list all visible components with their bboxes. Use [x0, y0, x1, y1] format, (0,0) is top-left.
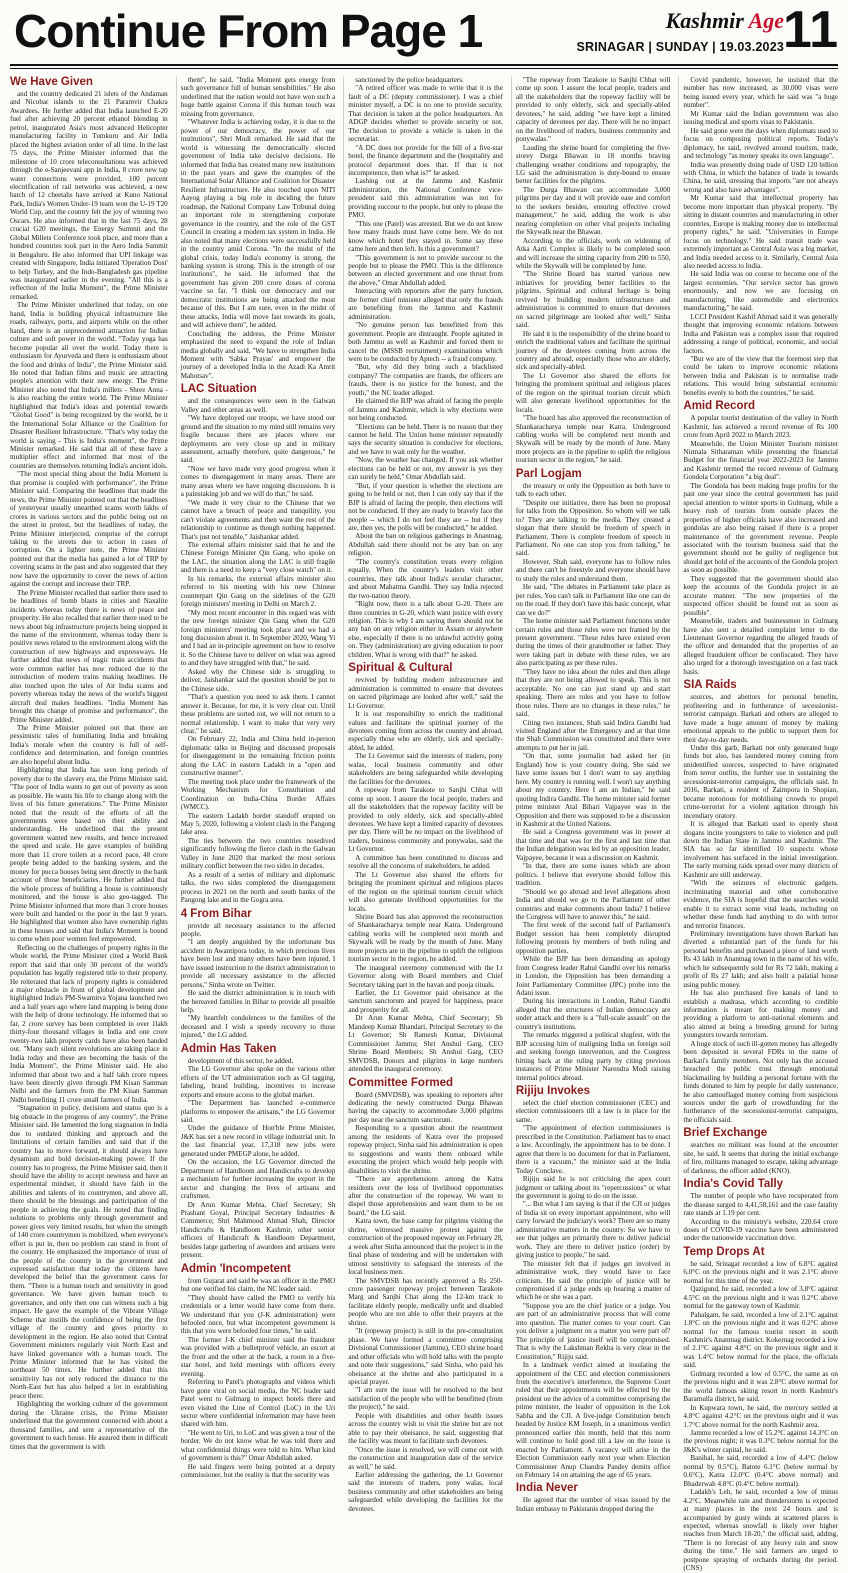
article-headline: Committee Formed: [348, 1076, 454, 1089]
article-paragraph: Dr Arun Kumar Mehta, Chief Secretary; Sh Prashant Goyal, Principal Secretary Industries & Commerce; Shri Mahmood Ahmad Shah, Director Handicrafts & Handloom Kashmir, other senior officers of Handicraft & Handloom Department, besides large gathering of awardees and artisans were present.: [180, 1200, 336, 1260]
article-paragraph: According to the ministry's website, 220.64 crore doses of COVID-19 vaccine have been administered under the nationwide vaccination drive.: [683, 1217, 838, 1243]
article-paragraph: "Now, the weather has changed. If you ask whether elections can be held or not, my answer is yes they can surely be held," Omar Abdullah said.: [348, 456, 503, 482]
article-paragraph: "But, why did they bring such a blacklisted company? The companies are frauds, the officers are frauds, there is no justice for the honest, and the youth," the NC leader alleged.: [348, 363, 503, 397]
article-paragraph: Responding to a question about the resentment among the residents of Katra over the proposed ropeway project, Sinha said his administration is open to suggestions and wants them onboard while executing the project which would help people with disabilities to visit the shrine.: [348, 1124, 503, 1175]
article-paragraph: He said the district administration is in touch with the bereaved families in Bihar to provide all possible help.: [180, 989, 336, 1015]
article-headline: Rijiju Invokes: [515, 1085, 590, 1098]
article-paragraph: "Now we have made very good progress when it comes to disengagement in many areas. There are many areas where we have ongoing discussions. It is a painstaking job and we will do that," he said.: [180, 464, 336, 499]
article-paragraph: The Prime Minister recalled that earlier there used to be headlines of bomb blasts in cities and Naxalite incidents whereas today there is news of peace and prosperity. He also recalled that earlier there used to be news about big infrastructure projects being stopped in the name of the environment, whereas today there is positive news related to the environment along with the construction of new highways and expressways. He further added that news of tragic train accidents that were common earlier has now reduced due to the introduction of modern trains making headlines. He also touched upon the tales of Air India scams and poverty whereas today the news of the world's biggest aircraft deal makes headlines. "India Moment has brought this change of promise and performance", the Prime Minister added.: [10, 588, 168, 724]
article-paragraph: "My heartfelt condolences to the families of the deceased and I wish a speedy recovery to those injured," the LG added.: [180, 1014, 336, 1040]
article-paragraph: Interacting with reporters after the party function, the former chief minister alleged that only the frauds are benefiting from the Jammu and Kashmir administration.: [348, 287, 503, 321]
article-paragraph: A ropeway from Tarakote to Sanjhi Chhat will come up soon. I assure the local people, traders and all the stakeholders that the ropeway facility will be provided to only elderly, sick and specially-abled devotees. We have kept a limited capacity of devotees per day. There will be no impact on the livelihood of traders, business community and ponywalas, said the Lt Governor.: [348, 786, 503, 854]
article-paragraph: "Despite our initiative, there has been no proposal for talks from the Opposition. So whom will we talk to? They are talking to the media. They created a slogan that there should be freedom of speech in Parliament. There is complete freedom of speech in Parliament. No one can stop you from talking," he said.: [515, 498, 671, 558]
article-paragraph: Shrine Board has also approved the reconstruction of Shankaracharya temple near Katra. Underground cabling works will be completed next month and Skywalk will be ready by the month of June. Many more projects are in the pipeline to uplift the religious tourism sector in the region, he added.: [348, 912, 503, 964]
article-paragraph: Concluding the address, the Prime Minister emphasized the need to expand the role of Indian media globally and said, "We have to strengthen India Moment with 'Sabka Prayas' and empower the journey of a developed India in the Azadi Ka Amrit Mahotsav".: [180, 329, 336, 380]
article-paragraph: Pahalgam, he said, recorded a low of 2.1°C against 1.8°C on the previous night and it was 0.2°C above normal for the famous tourist resort in south Kashmir's Anantnag district. Kokernag recorded a low of 2.1°C against 4.8°C on the previous night and it was 1.4°C below normal for the place, the officials said.: [683, 1310, 838, 1370]
article-paragraph: The home minister said Parliament functions under certain rules and those rules were not framed by the present government. "These rules have existed even during the times of their grandmother or father. They were taking part in debate with these rules, we are also participating as per these rules.: [515, 617, 671, 668]
article-paragraph: "They should have called the PMO to verify his credentials or a letter would have come from there. We understand that you (J-K administration) were befooled once, but what incompetent government is this that you were befooled four times," he said.: [180, 1293, 336, 1336]
article-paragraph: provide all necessary assistance to the affected people.: [180, 921, 336, 938]
brand-logo: [666, 8, 784, 34]
column-3: [343, 76, 503, 1513]
article-paragraph: Earlier addressing the gathering, the Lt Governor said the interests of traders, pony walas, local business community and other stakeholders are being safeguarded while developing the facilities for the devotees.: [348, 1470, 503, 1513]
article-paragraph: Highlighting the working culture of the government during the Ukraine crisis, the Prime Minister underlined that the government connected with about a thousand families, and sent a representative of the government to each house. He assured them in difficult times that the government is with: [10, 1400, 168, 1451]
article-paragraph: He said a Congress government was in power at that time and that was for the first and last time that the Indian delegation was led by an opposition leader, Vajpayee, because it was a discussion on Kashmir.: [515, 828, 671, 862]
article-paragraph: he said, Srinagar recorded a low of 6.8°C against 6.0°C on the previous night and it was 2.1°C above normal for this time of the year.: [683, 1259, 838, 1285]
article-paragraph: Qazigund, he said, recorded a low of 3.8°C against 4.5°C on the previous night and it was 0.2°C above normal for the gateway town of Kashmir.: [683, 1285, 838, 1311]
article-paragraph: "... But what I am saying is that if the CJI or judges of India sit on every important appointment, who will carry forward the judiciary's work? There are so many administrative matters in the country. So we have to see that judges are primarily there to deliver judicial work. They are there to deliver justice (order) by giving justice to people," he said.: [515, 1200, 671, 1260]
article-paragraph: According to the officials, work on widening of Atka Aarti Complex is likely to be completed soon and will increase the sitting capacity from 200 to 550, while the Skywalk will be completed by June.: [515, 236, 671, 270]
article-paragraph: He said, "The debates in Parliament take place as per rules. You can't talk in Parliament like one can do on the road. If they don't have this basic concept, what can we do?": [515, 583, 671, 617]
article-headline: Temp Drops At: [683, 1245, 765, 1258]
article-paragraph: Asked why the Chinese side is struggling to deliver, Jaishankar said the question should be put to the Chinese side.: [180, 667, 336, 693]
article-paragraph: However, Shah said, everyone has to follow rules and there can't be freestyle and everyone should have to study the rules and understand them.: [515, 557, 671, 583]
article-paragraph: The ties between the two countries nosedived significantly following the fierce clash in the Galwan Valley in June 2020 that marked the most serious military conflict between the two sides in decades.: [180, 836, 336, 871]
article-paragraph: About the ban on religious gatherings in Anantnag, Abdullah said there should not be any ban on any religion.: [348, 532, 503, 558]
article-paragraph: During his interactions in London, Rahul Gandhi alleged that the structures of Indian democracy are under attack and there is a "full-scale assault" on the country's institutions.: [515, 997, 671, 1031]
article-paragraph: "The most special thing about the India Moment is that promise is coupled with performance", the Prime Minister said. Comparing the headlines that made the news, the Prime Minister pointed out that the headlines of yesteryear usually unearthed scams worth lakhs of crores in various sectors and the public being out on the street in protest, but the headlines of today, the Prime Minister interjected, comprise of the corrupt taking to the streets due to action in cases of corruption. On a lighter note, the Prime Minister pointed out that the media has gained a lot of TRP by covering scams in the past and also suggested that they now have the opportunity to cover the news of action against the corrupt and increase their TRP.: [10, 470, 168, 589]
article-paragraph: He said gone were the days when diplomats used to focus on composing political reports. Today's diplomacy, he said, revolved around tourism, trade, and technology "as money speaks its own language".: [683, 126, 838, 161]
article-paragraph: The Lt Governor said the interests of traders, pony walas, local business community and other stakeholders are being safeguarded while developing the facilities for the devotees.: [348, 752, 503, 786]
article-paragraph: A committee has been constituted to discuss and resolve all the concerns of stakeholders, he added.: [348, 853, 503, 871]
article-paragraph: "Should we go abroad and level allegations about India and should we go to the Parliament of other countries and make comments about India? I believe the Congress will have to answer this," he said.: [515, 887, 671, 921]
article-paragraph: India was presently doing trade of USD 120 billion with China, in which the balance of trade is towards China, he said, stressing that imports "are not always wrong and also have advantages".: [683, 160, 838, 194]
article-headline: SIA Raids: [683, 679, 737, 692]
article-paragraph: "A DC does not provide for the bill of a five-star hotel, the finance department and the (hospitality and protocol department does that. If that is not incompetence, then what is?" he asked.: [348, 143, 503, 177]
article-paragraph: "On that, some journalist had asked her (in England) how is your country doing. She said we have some issues but I don't want to say anything here. My country is running well. I won't say anything about my country. Here I am an Indian," he said quoting Indira Gandhi. The home minister said former prime minister Atal Bihari Vajpayee was in the Opposition and there was supposed to be a discussion in Kashmir at the United Nations.: [515, 752, 671, 828]
article-paragraph: Banihal, he said, recorded a low of 4.4°C (below normal by 0.5°C), Batote 6.1°C (below normal by 0.6°C), Katra 12.0°C (0.4°C above normal) and Bhaderwah 4.8°C (0.4°C below normal).: [683, 1454, 838, 1488]
article-paragraph: He said it is the responsibility of the shrine board to enrich the traditional values and facilitate the spiritual journey of the devotees coming from across the country and abroad, especially those who are elderly, sick and specially-abled.: [515, 329, 671, 372]
article-paragraph: "The appointment of election commissioners is prescribed in the Constitution. Parliament has to enact a law. Accordingly, the appointment has to be done. I agree that there is no document for that in Parliament, there is a vacuum," the minister said at the India Today Conclave.: [515, 1124, 671, 1175]
article-paragraph: The eastern Ladakh border standoff erupted on May 5, 2020, following a violent clash in the Pangong lake area.: [180, 811, 336, 837]
article-paragraph: As a result of a series of military and diplomatic talks, the two sides completed the disengagement process in 2021 on the north and south banks of the Pangong lake and in the Gogra area.: [180, 870, 336, 905]
masthead-rule-thin: [10, 68, 838, 69]
article-paragraph: Lashing out at the Jammu and Kashmir administration, the National Conference vice-president said this administration was not for providing succour to the people, but only to please the PMO.: [348, 177, 503, 220]
article-paragraph: "Once the issue is resolved, we will come out with the construction and inauguration date of the service as well," he said.: [348, 1445, 503, 1471]
article-paragraph: Earlier, the Lt Governor paid obeisance at the sanctum sanctorum and prayed for happiness, peace and prosperity for all.: [348, 989, 503, 1014]
article-paragraph: The first week of the second half of Parliament's Budget session has been completely disrupted following protests by members of both ruling and opposition parties.: [515, 921, 671, 955]
article-paragraph: "The Shrine Board has started various new initiatives for providing better facilities to the pilgrims. Spiritual and cultural heritage is being revived by building modern infrastructure and administration is committed to ensure that devotees on sacred pilgrimage are looked after well," Sinha said.: [515, 270, 671, 330]
article-paragraph: The external affairs minister said that he and the Chinese Foreign Minister Qin Gang, who spoke on the LAC, the situation along the LAC is still fragile and there is a need to keep a "very close watch" on it.: [180, 541, 336, 575]
article-paragraph: sources, and abettors for personal benefits, profiteering and in furtherance of secessionist-terrorist campaign. Barkati and others are alleged to have made a huge amount of money by making emotional appeals to the public to support them for their day-to-day needs.: [683, 693, 838, 744]
article-paragraph: Preliminary investigations have shown Barkati has diverted a substantial part of the funds for his personal benefits and purchased a piece of land worth Rs 43 lakh in Anantnag town in the name of his wife, which he subsequently sold for Rs 72 lakh, making a profit of Rs 27 lakh; and also built a palatial house using public money.: [683, 929, 838, 989]
article-paragraph: On February 22, India and China held in-person diplomatic talks in Beijing and discussed proposals for disengagement in the remaining friction points along the LAC in eastern Ladakh in a "open and constructive manner".: [180, 735, 336, 778]
article-paragraph: and the consequences were seen in the Galwan Valley and other areas as well.: [180, 397, 336, 414]
article-paragraph: "In that, there are some issues which are about politics. I believe that everyone should follow this tradition.: [515, 862, 671, 888]
column-5: [678, 76, 838, 1573]
article-headline: India's Covid Tally: [683, 1178, 784, 1191]
article-paragraph: "The Department has launched e-commerce platforms to empower the artisans," the LG Governor said.: [180, 1099, 336, 1125]
article-paragraph: "That's a question you need to ask them. I cannot answer it. Because, for me, it is very clear cut. Until these problems are sorted out, we will not return to a normal relationship. I want to make that very very clear," he said.: [180, 693, 336, 735]
dateline: SRINAGAR | SUNDAY | 19.03.2023: [576, 40, 784, 54]
article-paragraph: In a landmark verdict aimed at insulating the appointment of the CEC and election commissioners from the executive's interference, the Supreme Court ruled that their appointments will be effected by the president on the advice of a committee comprising the prime minister, the leader of opposition in the Lok Sabha and the CJI. A five-judge Constitution bench headed by Justice KM Joseph, in a unanimous verdict pronounced earlier this month, held that this norm will continue to hold good till a law on the issue is enacted by Parliament. A vacancy will arise in the Election Commission early next year when Election Commissioner Anup Chandra Pandey demits office on February 14 on attaining the age of 65 years.: [515, 1361, 671, 1479]
article-paragraph: "Whatever India is achieving today, it is due to the power of our democracy, the power of our institutions", Shri Modi remarked. He said that the world is witnessing the democratically elected government of India take decisive decisions. He informed that India has created many new institutions in the past years and gave the examples of the International Solar Alliance and Coalition for Disaster Resilient Infrastructure. He also touched upon NITI Aayog playing a big role in deciding the future roadmap, the National Company Law Tribunal doing an important role in strengthening corporate governance in the country, and the role of the GST Council in creating a modern tax system in India. He also noted that many elections were successfully held in the country amid Corona. "In the midst of the global crisis, today India's economy is strong, the banking system is strong. This is the strength of our institutions", he said. He informed that the government has given 200 crore doses of corona vaccine so far. "I think our democracy and our democratic institutions are being attacked the most because of this. But I am sure, even in the midst of these attacks, India will move fast towards its goals, and will achieve them", he added.: [180, 118, 336, 330]
article-paragraph: He claimed the BJP was afraid of facing the people of Jammu and Kashmir, which is why elections were not being conducted.: [348, 397, 503, 423]
article-paragraph: "But we are of the view that the foremost step that could be taken to improve economic relations between India and Pakistan is to normalise trade relations. This would bring substantial economic benefits evenly to both the countries," he said.: [683, 354, 838, 397]
article-paragraph: "This one (Patel) was arrested. But we do not know how many frauds must have come here. We do not know which hotel they stayed in. Some say three came here and then left. Is this a government?: [348, 219, 503, 254]
article-paragraph: Referring to Patel's photographs and videos which have gone viral on social media, the NC leader said Patel went to Gulmarg to inspect hotels there and even visited the Line of Control (LoC) in the Uri sector where confidential information may have been shared with him.: [180, 1378, 336, 1429]
article-paragraph: Board (SMVDSB), was speaking to reporters after dedicating the newly constructed Durga Bhawan having the capacity to accommodate 3,000 pilgrims per day near the sanctum sanctorum.: [348, 1090, 503, 1124]
article-paragraph: "Suppose you are the chief justice or a judge. You are part of an administrative process that will come into question. The matter comes to your court. Can you deliver a judgment on a matter you were part of? The principle of justice itself will be compromised. That is why the Lakshman Rekha is very clear in the Constitution," Rijiju said.: [515, 1301, 671, 1361]
article-headline: 4 From Bihar: [180, 907, 252, 920]
article-paragraph: "A retired officer was made to write that it is the fault of a DC (deputy commissioner). I was a chief minister myself, a DC is no one to provide security. That decision is taken at the police headquarters. An ADGP decides whether to provide security or not. The decision to provide a vehicle is taken in the secretariat.: [348, 84, 503, 144]
article-paragraph: "I am deeply anguished by the unfortunate bus accident in Awantipora today, in which precious lives have been lost and many others have been injured. I have issued instruction to the district administration to provide all necessary assistance to the affected persons," Sinha wrote on Twitter.: [180, 938, 336, 989]
article-paragraph: He has also purchased five kanals of land to establish a madrasa, which according to credible information is meant for making money and providing a platform to anti-national elements and also aimed at being a breeding ground for luring youngsters towards terrorism.: [683, 989, 838, 1040]
article-headline: India Never: [515, 1482, 578, 1495]
section-title: Continue From Page 1: [14, 5, 483, 57]
article-paragraph: The Gondola has been making huge profits for the past one year since the central government has paid special attention to winter sports in Gulmarg, while a heavy rush of tourists from outside places the properties of higher officials have also increased and gondolas are also being raised if there is a proper maintenance of the government revenue. People associated with the tourism business said that the government should not be guilty of negligence but should get hold of the accounts of the Gondola project as soon as possible.: [683, 481, 838, 575]
article-paragraph: "No genuine person has benefitted from this government. People are distraught. People agitated in both Jammu as well as Kashmir and forced them to cancel the (MSSB recruitment) examinations which were to be conducted by Aptech -- a fraud company.: [348, 321, 503, 363]
article-paragraph: from Gujarat and said he was an officer in the PMO but one verified his claim, the NC leader said.: [180, 1276, 336, 1294]
article-paragraph: "We have deployed our troops, we have stood our ground and the situation to my mind still remains very fragile because there are places where our deployments are very close up and in military assessment, actually therefore, quite dangerous," he said.: [180, 414, 336, 465]
article-paragraph: He agreed that the number of visas issued by the Indian embassy to Pakistanis dropped during the: [515, 1496, 671, 1513]
article-paragraph: Under this garb, Barkati not only generated huge funds but also, has laundered money coming from unidentified sources, suspected to have originated from terror outfits, the further use in sustaining the secessionist-terrorist campaigns, the officials said. In 2016, Barkati, a resident of Zaimpora in Shopian, became notorious for mobilising crowds to propel crime-terrorist for a violent agitation through his incendiary oratory.: [683, 743, 838, 820]
article-paragraph: "Right now, there is a talk about G-20. There are three countries in G-20, which want justice with every religion. This is why I am saying there should not be any ban on any religion either in Assam or anywhere else, especially if there is no unlawful activity going on. They (administration) are giving education to poor children. What is wrong with that?" he asked.: [348, 600, 503, 659]
article-paragraph: The LG Governor also spoke on the various other efforts of the UT administration such as GI tagging, labeling, brand building, incentives to increase exports and ensure access to the global market.: [180, 1065, 336, 1099]
article-paragraph: "It (ropeway project) is still in the pre-consultation phase. We have formed a committee comprising Divisional Commissioner (Jammu), CEO shrine board and other officials who will hold talks with the people and note their suggestions," said Sinha, who paid his obeisance at the shrine and also participated in a special prayer.: [348, 1327, 503, 1386]
article-paragraph: The former J-K chief minister said the fraudster was provided with a bulletproof vehicle, an escort at the front and the other at the back, a room in a five-star hotel, and held meetings with officers every evening.: [180, 1335, 336, 1378]
article-paragraph: "This government is not to provide succour to the people but to please the PMO. This is the difference between an elected government and one thrust from the above," Omar Abdullah added.: [348, 253, 503, 287]
article-paragraph: Lauding the shrine board for completing the five-storey Durga Bhawan in 18 months braving challenging weather conditions and topography, the LG said the administration is duty-bound to ensure better facilities for the pilgrims.: [515, 143, 671, 186]
article-paragraph: "The board has also approved the reconstruction of Shankaracharya temple near Katra. Underground cabling works will be completed next month and Skywalk will be ready by the month of June. Many more projects are in the pipeline to uplift the religious tourism sector in the region," he said.: [515, 414, 671, 465]
article-paragraph: "With the seizures of electronic gadgets, incriminating material and other corroborative evidence, the SIA is hopeful that the searches would enable it to extract some vital leads, including on whether these funds had anything to do with terror and terrorist finances.: [683, 879, 838, 930]
article-paragraph: sanctioned by the police headquarters.: [355, 76, 464, 84]
page-number: 11: [783, 1, 838, 59]
article-paragraph: Jammu recorded a low of 15.2°C against 14.3°C on the previous night; it was 0.3°C below normal for the J&K's winter capital, he said.: [683, 1428, 838, 1454]
article-paragraph: searches no militant was found at the encounter site, he said. It seems that during the initial exchange of fire, militants managed to escape, taking advantage of darkness, the officer added (KNO).: [683, 1141, 838, 1175]
article-paragraph: "They have no idea about the rules and then allege that they are not being allowed to speak. This is not acceptable. No one can just stand up and start speaking. There are rules and you have to follow those rules. There are no changes in these rules," he said.: [515, 667, 671, 719]
article-paragraph: A popular tourist destination of the valley in North Kashmir, has achieved a record revenue of Rs 100 crore from April 2022 to March 2023.: [683, 414, 838, 440]
article-paragraph: Meanwhile, the Union Minister Tourism minister Nirmala Sitharaman while presenting the financial Budget for the financial year 2022-2023 for Jammu and Kashmir termed the record revenue of Gulmarg Gondola Corporation "a big deal".: [683, 439, 838, 482]
article-paragraph: revived by building modern infrastructure and administration is committed to ensure that devotees on sacred pilgrimage are looked after well," said the Lt Governor.: [348, 676, 503, 710]
article-paragraph: Rijiju said he is not criticising the apex court judgment or talking about its "repercussions" or what the government is going to do on the issue.: [515, 1175, 671, 1200]
article-paragraph: In his remarks, the external affairs minister also referred to his meeting with his new Chinese counterpart Qin Gang on the sidelines of the G20 foreign ministers' meeting in Delhi on March 2.: [180, 574, 336, 609]
article-paragraph: Covid pandemic, however, he insisted that the number has now increased, as 30,000 visas were being issued every year, which he said was "a huge number".: [683, 76, 838, 110]
article-paragraph: "But, if your question is whether the elections are going to be held or not, then I can only say that if the BJP is afraid of facing the people, then elections will not be conducted. If they are ready to bravely face the people -- which I do not feel they are -- but if they are, then yes, the polls will be conducted," he added.: [348, 481, 503, 533]
article-paragraph: Mr Kumar said that intellectual property has become more important than physical property. "By sitting in distant countries and manufacturing in other countries, Europe is making money due to intellectual property rights," he said. "Universities in Europe focus on technology." He said transit trade was extremely important as Central Asia was a big market, and India needed access to it. Similarly, Central Asia also needed access to India.: [683, 194, 838, 270]
article-paragraph: "The ropeway from Tarakote to Sanjhi Chhat will come up soon. I assure the local people, traders and all the stakeholders that the ropeway facility will be provided to only elderly, sick and specially-abled devotees," he said, adding "we have kept a limited capacity of devotees per day. There will be no impact on the livelihood of traders, business community and ponywalas.": [515, 76, 671, 144]
article-paragraph: He said India was on course to become one of the largest economies. "Our service sector has grown enormously, and now we are focusing on manufacturing, like automobile and electronics manufacturing," he said.: [683, 270, 838, 313]
article-paragraph: "My most recent encounter in this regard was with the new foreign minister Qin Gang when the G20 foreign ministers' meeting took place and we had a long discussion about it. In September 2020, Wang Yi and I had an in-principle agreement on how to resolve it. So the Chinese have to deliver on what was agreed to and they have struggled with that," he said.: [180, 608, 336, 668]
article-paragraph: "I am sure the issue will be resolved to the best satisfaction of the people who will be benefitted (from the project)," he said.: [348, 1386, 503, 1412]
article-paragraph: The Lt Governor also shared the efforts for bringing the prominent spiritual and religious places of the region on the spiritual tourism circuit which will also generate livelihood opportunities for the locals.: [515, 371, 671, 414]
article-headline: Brief Exchange: [683, 1127, 768, 1140]
article-columns: [10, 76, 838, 1573]
article-paragraph: While the BJP has been demanding an apology from Congress leader Rahul Gandhi over his remarks in London, the Opposition has been demanding a Joint Parliamentary Committee (JPC) probe into the Adani issue.: [515, 955, 671, 998]
article-paragraph: They suggested that the government should also keep the accounts of the Gondola project in an accurate manner. "The new properties of the suspected officer should be found out as soon as possible".: [683, 574, 838, 617]
article-paragraph: He said fingers were being pointed at a deputy commissioner, but the reality is that the security was: [180, 1462, 336, 1480]
article-paragraph: It is alleged that Barkati used to openly shout slogans incite youngsters to take to violence and pull down the Indian State in Jammu and Kashmir. The SIA has so far identified 10 suspects whose involvement has surfaced in the initial investigation. The early morning raids spread over many districts of Kashmir are still underway.: [683, 820, 838, 879]
article-paragraph: The inaugural ceremony commenced with the Lt Governor along with Board members and Chief Secretary taking part in the havan and pooja rituals.: [348, 963, 503, 989]
article-paragraph: "Elections can be held. There is no reason that they cannot be held. The Union home minister repeatedly says the security situation is conducive for elections, and we have to wait only for the weather.: [348, 422, 503, 456]
column-2: [176, 76, 336, 1480]
article-paragraph: On the occasion, the LG Governor directed the Department of Handloom and Handicrafts to develop a mechanism for further increasing the export in the sector and changing the lives of artisans and craftsmen.: [180, 1158, 336, 1201]
article-paragraph: Katra town, the base camp for pilgrims visiting the shrine, witnessed massive protest against the construction of the proposed ropeway on February 28, a week after Sinha announced that the project is in the final phase of tendering and will be undertaken with utmost sensitivity to safeguard the interests of the local business men.: [348, 1217, 503, 1277]
article-paragraph: People with disabilities and other health issues across the country wish to visit the shrine but are not able to pay their obeisance, he said, suggesting that the facility was meant to facilitate such devotees.: [348, 1411, 503, 1446]
article-headline: Spiritual & Cultural: [348, 662, 453, 675]
article-paragraph: The SMVDSB has recently approved a Rs 250-crore passenger ropeway project between Tarakote Marg and Sanjhi Chat along the 12-km track to facilitate elderly people, medically unfit and disabled people who are not able to offer their prayers at the shrine.: [348, 1276, 503, 1327]
article-paragraph: Reflecting on the challenges of property rights in the whole world, the Prime Minister cited a World Bank report that said that only 30 percent of the world's population has legally registered title to their property. He reiterated that lack of property rights is considered a major obstacle in front of global development and highlighted India's PM-Swamitva Yojana launched two and a half years ago where land mapping is being done with the help of drone technology. He informed that so far, 2 crore survey has been completed in over 1lakh thirty-four thousand villages in India and one crore twenty-two lakh property cards have also been handed out. "Many such silent revolutions are taking place in India today and these are becoming the basis of the India Moment", the Prime Minister said. He also informed that about two and a half lakh crore rupees have been directly given through PM Kisan Samman Nidhi and the farmers from the PM Kisan Samman Nidhi benefiting 11 crore small farmers of India.: [10, 943, 168, 1104]
article-paragraph: The meeting took place under the framework of the Working Mechanism for Consultation and Coordination on India-China Border Affairs (WMCC).: [180, 777, 336, 812]
article-paragraph: Mr Kumar said the Indian government was also issuing medical and sports visas to Pakistanis.: [683, 109, 838, 127]
article-paragraph: The Lt Governor also shared the efforts for bringing the prominent spiritual and religious places of the region on the spiritual tourism circuit which will also generate livelihood opportunities for the locals.: [348, 870, 503, 913]
article-headline: Parl Logjam: [515, 467, 582, 480]
article-paragraph: and the country dedicated 21 islets of the Andaman and Nicobar islands to the 21 Paramvir Chakra Awardees. He further added that India launched E-20 fuel after achieving 20 percent ethanol blending in petrol, inaugurated Asia's most advanced Helicopter manufacturing facility in Tumkuru and Air India placed the highest aviation order of all time. In the last 75 days, the Prime Minister informed that the milestone of 10 crore teleconsultations was achieved through the e-Sanjeevani app in India, 8 crore new tap water connections were provided, 100 percent electrification of rail networks was achieved, a new batch of 12 cheetahs have arrived at Kuno National Park, India's Women Under-19 team won the U-19 T20 World Cup, and the country felt the joy of winning two Oscars. He also informed that in the last 75 days, 28 crucial G20 meetings, the Energy Summit and the Global Millets Conference took place, and more than a hundred countries took part in the Aero India Summit in Bengaluru. He also informed that UPI linkage was created with Singapore, India initiated 'Operation Dost' to help Turkey, and the Indo-Bangladesh gas pipeline was inaugurated earlier in the evening. "All this is a reflection of the India Moment", the Prime Minister remarked.: [10, 90, 168, 301]
article-paragraph: The number of people who have recuperated from the disease surged to 4,41,58,161 and the case fatality rate stands at 1.19 per cent.: [683, 1192, 838, 1218]
article-paragraph: Citing two instances, Shah said Indira Gandhi had visited England after the Emergency and at that time the Shah Commission was constituted and there were attempts to put her in jail.: [515, 718, 671, 752]
article-headline: LAC Situation: [180, 383, 257, 396]
article-headline: We Have Given: [10, 76, 93, 88]
article-paragraph: Under the guidance of Hon'ble Prime Minister, J&K has set a new record in village industrial unit. In the last financial year, 17,318 new jobs were generated under PMEGP alone, he added.: [180, 1124, 336, 1158]
article-paragraph: It is our responsibility to enrich the traditional values and facilitate the spiritual journey of the devotees coming from across the country and abroad, especially those who are elderly, sick and specially-abled, he added.: [348, 710, 503, 752]
article-headline: Admin 'Incompetent: [180, 1262, 291, 1275]
article-paragraph: "We made it very clear to the Chinese that we cannot have a breach of peace and tranquility, you can't violate agreements and then want the rest of the relationship to continue as though nothing happened. That's just not tenable," Jaishankar added.: [180, 498, 336, 541]
article-headline: Admin Has Taken: [180, 1042, 277, 1055]
article-paragraph: Meanwhile, traders and businessmen in Gulmarg have also sent a detailed complaint letter to the Lieutenant Governor regarding the alleged frauds of the officer and demanded that the properties of an alleged fraudulent officer be confiscated. They have also urged for a thorough investigation on a fast track basis.: [683, 617, 838, 676]
article-paragraph: Ladakh's Leh, he said, recorded a low of minus 4.2°C. Meanwhile rain and thunderstorm is expected at many places in the next 24 hours and is accompanied by gusty winds at scattered places is expected, whereas snowfall is likely over higher reaches from March 18-20," the official said, adding, "There is no forecast of any heavy rain and snow during the time." He said farmers are urged to postpone spraying of orchards during the period. (CNS): [683, 1488, 838, 1573]
article-headline: Amid Record: [683, 400, 755, 413]
article-paragraph: the treasury or only the Opposition as both have to talk to each other.: [515, 481, 671, 499]
article-paragraph: The remarks triggered a political slugfest, with the BJP accusing him of maligning India on foreign soil and seeking foreign intervention, and the Congress hitting back at the ruling party by citing previous instances of Prime Minister Narendra Modi raising internal politics abroad.: [515, 1031, 671, 1082]
article-paragraph: The minister felt that if judges get involved in administrative work, they would have to face criticism. He said the principle of justice will be compromised if a judge ends up hearing a matter of which he or she was a part.: [515, 1259, 671, 1302]
article-paragraph: Gulmarg recorded a low of 0.5°C, the same as on the previous night and it was 2.8°C above normal for the world famous skiing resort in north Kashmir's Baramulla district, he said.: [683, 1369, 838, 1404]
brand-name: Kashmir: [665, 8, 744, 33]
brand-accent: Age: [748, 8, 784, 33]
article-paragraph: "There are apprehensions among the Katra residents over the loss of livelihood opportunities after the construction of the ropeway. We want to dispel those apprehensions and want them to be on board," the LG said.: [348, 1175, 503, 1217]
column-4: [511, 76, 671, 1513]
article-paragraph: "He went to Uri, to LoC and was given a tour of the border. We do not know what he was told there and what confidential things were told to him. What kind of government is this?" Omar Abdullah asked.: [180, 1428, 336, 1463]
article-paragraph: "The country's constitution treats every religion equally. When the country's leaders visit other countries, they talk about India's secular character, and about Mahatma Gandhi. They say India rejected the two-nation theory.: [348, 557, 503, 600]
article-paragraph: The Prime Minister pointed out that there are pessimistic tales of humiliating India and breaking India's morale when the country is full of self-confidence and determination, and foreign countries are also hopeful about India.: [10, 723, 168, 766]
article-paragraph: them", he said, "India Moment gets energy from such governance full of human sensibilities." He also underlined that the nation would not have won such a huge battle against Corona if this human touch was missing from governance.: [180, 76, 336, 118]
article-paragraph: "Stagnation in policy, decisions and status quo is a big obstacle in the progress of any country", the Prime Minister said. He lamented the long stagnation in India due to outdated thinking and approach and the limitations of certain families and said that if the country has to move forward, it should always have dynamism and bold decision-making power. If the country has to progress, the Prime Minister said, then it should have the ability to accept newness and have an experimental mindset, it should have faith in the abilities and talents of its countrymen, and above all, there should be the blessings and participation of the people in achieving the goals. He noted that finding solutions to problems only through government and power gives very limited results, but when the strength of 140 crore countrymen is mobilized, when everyone's effort is put in, then no problem can stand in front of the country. He emphasized the importance of trust of the people of the country in the government and expressed satisfaction that today the citizens have developed the belief that the government cares for them. "There is a human touch and sensitivity in good governance. We have given human touch to governance, and only then one can witness such a big impact. He gave the example of the Vibrant Village Scheme that instills the confidence of being the first village of the country and gives priority to development in the region. He also noted that Central Government ministers regularly visit North East and have linked governance with a human touch. The Prime Minister informed that he has visited the northeast 50 times. He further added that this sensitivity has not only reduced the distance to the North-East but has also helped a lot in establishing peace there.: [10, 1104, 168, 1400]
article-paragraph: The Prime Minister underlined that today, on one hand, India is building physical infrastructure like roads, railways, ports, and airports while on the other hand, there is an unprecedented attraction for Indian culture and soft power in the world. "Today yoga has become popular all over the world. Today there is enthusiasm for Ayurveda and there is enthusiasm about the food and drinks of India", the Prime Minister said. He noted that Indian films and music are attracting people's attention with their new energy. The Prime Minister also noted that India's millets - Shree Anna - is also reaching the entire world. The Prime Minister highlighted that India's ideas and potential towards "Global Good" is being recognized by the world, be it the International Solar Alliance or the Coalition for Disaster Resilient Infrastructure. "That's why today the world is saying - This is India's moment", the Prime Minister remarked. He said that all of these have a multiplier effect and informed that most of the countries are themselves returning India's ancient idols.: [10, 301, 168, 470]
masthead: [0, 0, 848, 72]
article-paragraph: In Kupwara town, he said, the mercury settled at 4.8°C against 4.2°C on the previous night and it was 1.7°C above normal for the north Kashmir area.: [683, 1403, 838, 1429]
article-paragraph: select the chief election commissioner (CEC) and election commissioners till a law is in place for the same.: [515, 1099, 671, 1124]
article-paragraph: LCCI President Kashif Ahmad said it was generally thought that improving economic relations between India and Pakistan was a complex issue that required addressing a range of political, economic, and social factors.: [683, 312, 838, 355]
article-paragraph: Highlighting that India has seen long periods of poverty due to the slavery era, the Prime Minister said, "The poor of India wants to get out of poverty as soon as possible. He wants his life to change along with the lives of his future generations." The Prime Minister noted that the result of the efforts of all the governments were based on their ability and understanding. He underlined that the present government wanted new results, and hence increased the speed and scale. He gave examples of building more than 11 crore toilets at a record pace, 48 crore people being added to the banking system, and the money for pucca houses being sent directly to the bank account of those beneficiaries. He further added that the whole process of building a house is continuously monitored, and the house is also geo-tagged. The Prime Minister informed that more than 3 crore houses were built and handed to the poor in the last 9 years. He highlighted that women also have ownership rights in these houses and said that India's Moment is bound to come when poor women feel empowered.: [10, 766, 168, 944]
masthead-rule: [10, 64, 838, 66]
column-1: [10, 76, 168, 1451]
article-paragraph: A huge stock of such ill-gotten money has allegedly been deposited in several FDRs in the name of Barkati's family members. Not only has the accused breached the public trust through emotional blackmailing by building a personal fortune with the funds donated to him by people for daily sustenance, he also camouflaged money coming from suspicious sources under the garb of crowdfunding for the furtherance of the secessionist-terrorist campaigns, the officials said.: [683, 1039, 838, 1124]
article-paragraph: Dr Arun Kumar Mehta, Chief Secretary; Sh Mandeep Kumar Bhandari, Principal Secretary to the Lt Governor; Sh Ramesh Kumar, Divisional Commissioner Jammu; Shri Anshul Garg, CEO Shrine Board Members; Sh Anshul Garg, CEO SMVDSB, Donors and pilgrims in large numbers attended the inaugural ceremony.: [348, 1014, 503, 1074]
article-paragraph: development of this sector, he added.: [187, 1056, 294, 1065]
article-paragraph: The Durga Bhawan can accommodate 3,000 pilgrims per day and it will provide ease and comfort to the seekers besides, ensuring effective crowd management," he said, adding the work is also nearing completion on other vital projects including the Skywalk near the Bhawan.: [515, 185, 671, 237]
